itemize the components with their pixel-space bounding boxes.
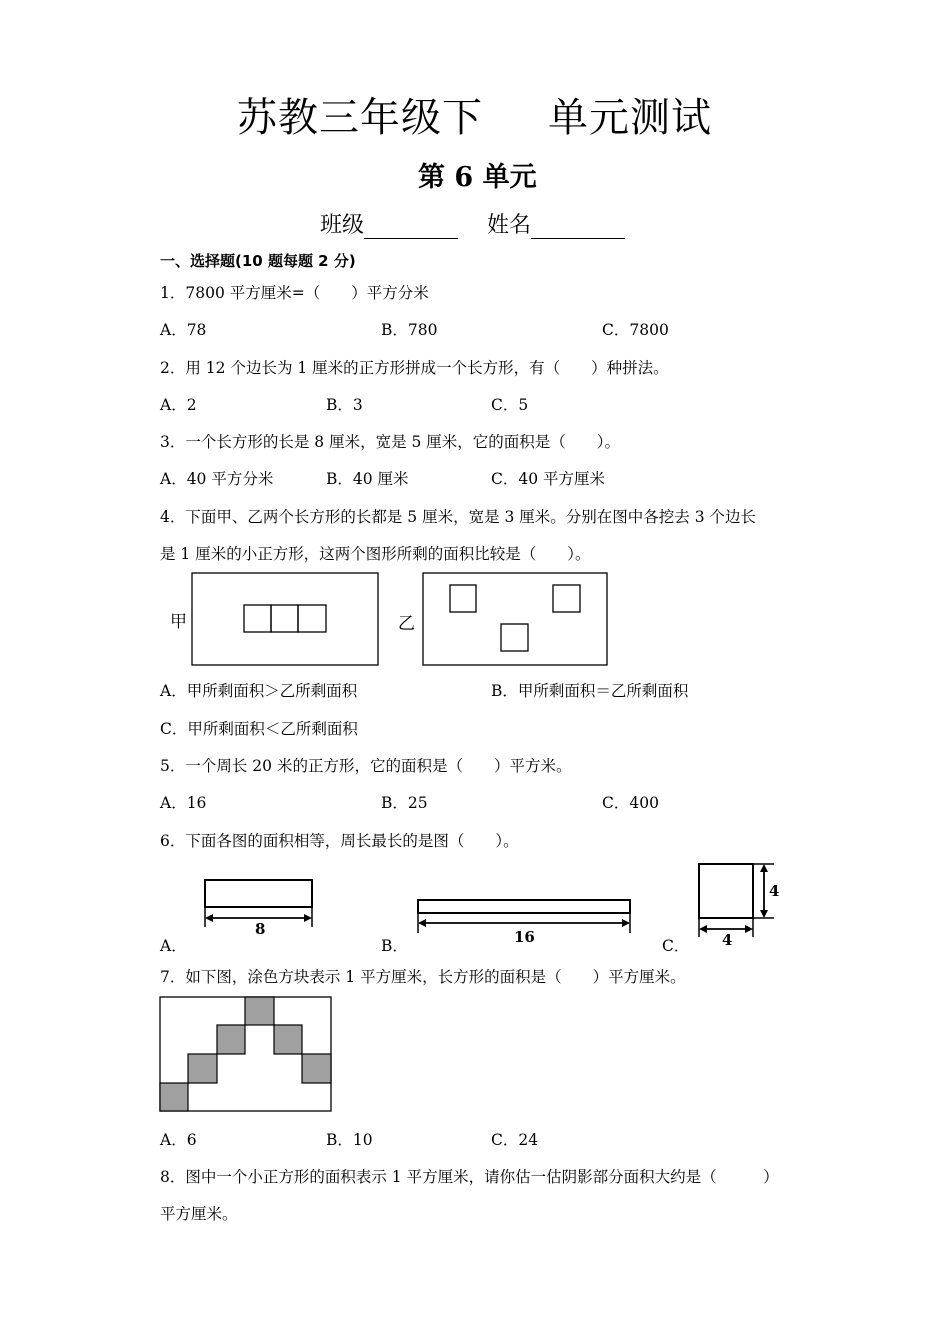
question-2: 2．用 12 个边长为 1 厘米的正方形拼成一个长方形，有（ ）种拼法。 [160,359,669,377]
q5-option-c[interactable]: C．400 [602,794,659,812]
q7-option-b[interactable]: B．10 [326,1131,373,1149]
shaded-square [188,1054,217,1083]
shaded-square [302,1054,331,1083]
question-3: 3．一个长方形的长是 8 厘米，宽是 5 厘米，它的面积是（ ）。 [160,433,621,451]
unit-title: 第 6 单元 [418,162,537,193]
q3-option-a[interactable]: A．40 平方分米 [160,470,274,488]
figure-c-height: 4 [769,882,780,900]
figure-label-jia: 甲 [170,612,187,632]
question-5: 5．一个周长 20 米的正方形，它的面积是（ ）平方米。 [160,757,572,775]
q7-option-c[interactable]: C．24 [491,1131,539,1149]
question-4-line1: 4．下面甲、乙两个长方形的长都是 5 厘米，宽是 3 厘米。分别在图中各挖去 3 个边长 [160,508,757,526]
q7-option-a[interactable]: A．6 [160,1131,197,1149]
q2-option-a[interactable]: A．2 [160,396,197,414]
class-label: 班级 [320,213,365,238]
q6-option-c[interactable]: C． [662,937,690,955]
q4-option-c[interactable]: C．甲所剩面积＜乙所剩面积 [160,720,358,738]
page-title-left: 苏教三年级下 [237,95,483,141]
q5-option-b[interactable]: B．25 [381,794,428,812]
shaded-square [160,1083,188,1111]
q1-option-a[interactable]: A．78 [160,321,207,339]
q2-option-b[interactable]: B．3 [326,396,363,414]
shaded-square [245,997,274,1025]
page-title-right: 单元测试 [548,95,712,141]
shaded-square [274,1025,302,1054]
figure-c-width: 4 [722,931,733,949]
question-8-line2: 平方厘米。 [160,1205,238,1223]
figure-b-length: 16 [514,928,535,946]
q5-option-a[interactable]: A．16 [160,794,207,812]
q6-option-b[interactable]: B． [381,937,408,955]
shaded-square [217,1025,245,1054]
question-6: 6．下面各图的面积相等，周长最长的是图（ ）。 [160,832,519,850]
figure-a-length: 8 [255,920,266,938]
section-heading: 一、选择题(10 题每题 2 分) [160,252,356,270]
q4-option-a[interactable]: A．甲所剩面积＞乙所剩面积 [160,682,358,700]
name-label: 姓名 [487,213,532,238]
q4-option-b[interactable]: B．甲所剩面积＝乙所剩面积 [491,682,689,700]
q3-option-c[interactable]: C．40 平方厘米 [491,470,606,488]
figure-label-yi: 乙 [398,614,415,634]
q1-option-c[interactable]: C．7800 [602,321,669,339]
question-4-line2: 是 1 厘米的小正方形，这两个图形所剩的面积比较是（ ）。 [160,545,591,563]
question-1: 1．7800 平方厘米=（ ）平方分米 [160,284,429,302]
question-8-line1: 8．图中一个小正方形的面积表示 1 平方厘米，请你估一估阴影部分面积大约是（ ） [160,1168,779,1186]
q3-option-b[interactable]: B．40 厘米 [326,470,409,488]
q2-option-c[interactable]: C．5 [491,396,529,414]
q1-option-b[interactable]: B．780 [381,321,438,339]
q6-option-a[interactable]: A． [160,937,187,955]
question-7: 7．如下图，涂色方块表示 1 平方厘米，长方形的面积是（ ）平方厘米。 [160,968,686,986]
